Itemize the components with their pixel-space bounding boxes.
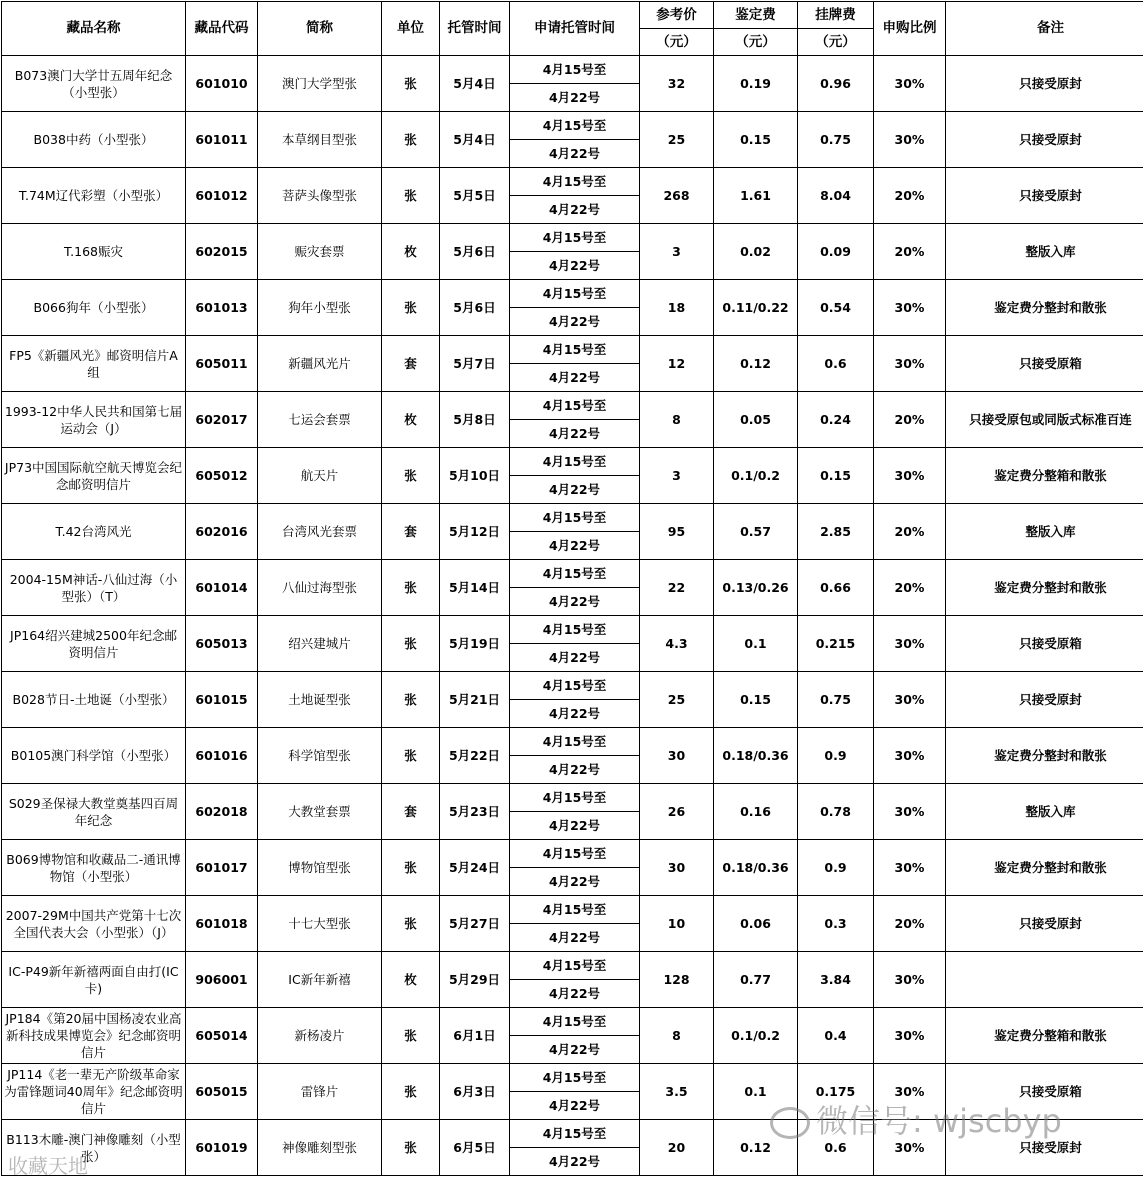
cell-appraisal-fee: 0.1/0.2 <box>714 448 798 504</box>
table-row <box>2 1120 1143 1176</box>
cell-custody-time: 5月4日 <box>440 56 510 112</box>
cell-code: 605015 <box>186 1064 258 1120</box>
cell-apply-time <box>510 1008 640 1064</box>
cell-appraisal-fee: 0.77 <box>714 952 798 1008</box>
header-ref-price: 参考价 <box>640 2 714 29</box>
cell-name: JP164绍兴建城2500年纪念邮资明信片 <box>2 616 186 672</box>
cell-listing-fee: 0.175 <box>798 1064 874 1120</box>
apply-time-from: 4月15号至 <box>510 280 639 308</box>
apply-time-to: 4月22号 <box>548 874 601 889</box>
apply-time-from: 4月15号至 <box>510 1008 639 1036</box>
cell-code: 601011 <box>186 112 258 168</box>
cell-custody-time: 5月19日 <box>440 616 510 672</box>
cell-ratio: 30% <box>874 952 946 1008</box>
cell-remark: 只接受原箱 <box>946 616 1143 672</box>
cell-apply-time <box>510 224 640 280</box>
apply-time-to: 4月22号 <box>548 314 601 329</box>
cell-ref-price: 12 <box>640 336 714 392</box>
apply-time-to: 4月22号 <box>548 1098 601 1113</box>
cell-ref-price: 30 <box>640 840 714 896</box>
cell-listing-fee: 0.15 <box>798 448 874 504</box>
cell-appraisal-fee: 0.15 <box>714 672 798 728</box>
cell-listing-fee: 0.24 <box>798 392 874 448</box>
cell-unit: 枚 <box>382 224 440 280</box>
cell-unit: 枚 <box>382 392 440 448</box>
cell-apply-time <box>510 560 640 616</box>
cell-short: 赈灾套票 <box>258 224 382 280</box>
cell-short: 航天片 <box>258 448 382 504</box>
cell-short: 新杨凌片 <box>258 1008 382 1064</box>
corner-watermark: 收藏天地 <box>8 1154 88 1178</box>
cell-name: B113木雕-澳门神像雕刻（小型张） <box>2 1120 186 1176</box>
cell-ref-price: 128 <box>640 952 714 1008</box>
cell-code: 605014 <box>186 1008 258 1064</box>
cell-apply-time <box>510 672 640 728</box>
apply-time-to: 4月22号 <box>548 258 601 273</box>
cell-apply-time <box>510 952 640 1008</box>
cell-appraisal-fee: 0.05 <box>714 392 798 448</box>
cell-remark: 鉴定费分整封和散张 <box>946 728 1143 784</box>
cell-remark: 只接受原封 <box>946 112 1143 168</box>
cell-name: S029圣保禄大教堂奠基四百周年纪念 <box>2 784 186 840</box>
table-row <box>2 112 1143 168</box>
cell-ref-price: 25 <box>640 112 714 168</box>
cell-listing-fee: 0.6 <box>798 336 874 392</box>
apply-time-to: 4月22号 <box>548 146 601 161</box>
cell-custody-time: 5月14日 <box>440 560 510 616</box>
cell-ref-price: 20 <box>640 1120 714 1176</box>
cell-ratio: 30% <box>874 336 946 392</box>
cell-appraisal-fee: 1.61 <box>714 168 798 224</box>
cell-custody-time: 5月27日 <box>440 896 510 952</box>
cell-custody-time: 6月3日 <box>440 1064 510 1120</box>
cell-custody-time: 5月24日 <box>440 840 510 896</box>
cell-listing-fee: 3.84 <box>798 952 874 1008</box>
cell-ratio: 20% <box>874 560 946 616</box>
cell-remark: 鉴定费分整封和散张 <box>946 840 1143 896</box>
header-listing-fee-unit: （元） <box>798 29 874 56</box>
cell-unit: 张 <box>382 56 440 112</box>
apply-time-from: 4月15号至 <box>510 224 639 252</box>
apply-time-to: 4月22号 <box>548 90 601 105</box>
header-ref-price-unit: （元） <box>640 29 714 56</box>
cell-ref-price: 32 <box>640 56 714 112</box>
cell-appraisal-fee: 0.18/0.36 <box>714 728 798 784</box>
table-row <box>2 840 1143 896</box>
table-body <box>2 56 1143 1176</box>
cell-listing-fee: 0.96 <box>798 56 874 112</box>
header-remark: 备注 <box>946 2 1143 56</box>
apply-time-from: 4月15号至 <box>510 504 639 532</box>
cell-listing-fee: 0.75 <box>798 672 874 728</box>
cell-ratio: 30% <box>874 448 946 504</box>
cell-name: JP114《老一辈无产阶级革命家为雷锋题词40周年》纪念邮资明信片 <box>2 1064 186 1120</box>
cell-appraisal-fee: 0.12 <box>714 336 798 392</box>
cell-code: 601019 <box>186 1120 258 1176</box>
cell-ratio: 30% <box>874 672 946 728</box>
cell-apply-time <box>510 504 640 560</box>
cell-short: 菩萨头像型张 <box>258 168 382 224</box>
cell-name: FP5《新疆风光》邮资明信片A组 <box>2 336 186 392</box>
header-appraisal-fee: 鉴定费 <box>714 2 798 29</box>
cell-unit: 套 <box>382 336 440 392</box>
cell-ref-price: 3 <box>640 448 714 504</box>
cell-remark: 只接受原封 <box>946 168 1143 224</box>
table-row <box>2 168 1143 224</box>
cell-listing-fee: 0.9 <box>798 840 874 896</box>
cell-short: 大教堂套票 <box>258 784 382 840</box>
table-row <box>2 896 1143 952</box>
cell-code: 601010 <box>186 56 258 112</box>
cell-apply-time <box>510 728 640 784</box>
apply-time-from: 4月15号至 <box>510 728 639 756</box>
apply-time-to: 4月22号 <box>548 706 601 721</box>
cell-short: 狗年小型张 <box>258 280 382 336</box>
table-row <box>2 448 1143 504</box>
cell-unit: 套 <box>382 784 440 840</box>
cell-short: 绍兴建城片 <box>258 616 382 672</box>
apply-time-to: 4月22号 <box>548 202 601 217</box>
cell-name: B073澳门大学廿五周年纪念（小型张） <box>2 56 186 112</box>
cell-apply-time <box>510 112 640 168</box>
cell-name: B069博物馆和收藏品二-通讯博物馆（小型张） <box>2 840 186 896</box>
cell-unit: 张 <box>382 672 440 728</box>
table-row <box>2 952 1143 1008</box>
cell-unit: 张 <box>382 840 440 896</box>
cell-remark: 只接受原封 <box>946 672 1143 728</box>
apply-time-to: 4月22号 <box>548 1154 601 1169</box>
cell-ref-price: 3.5 <box>640 1064 714 1120</box>
cell-remark: 只接受原封 <box>946 56 1143 112</box>
cell-custody-time: 5月6日 <box>440 224 510 280</box>
cell-code: 601016 <box>186 728 258 784</box>
header-apply-time: 申请托管时间 <box>510 2 640 56</box>
cell-name: T.42台湾风光 <box>2 504 186 560</box>
cell-code: 906001 <box>186 952 258 1008</box>
apply-time-from: 4月15号至 <box>510 336 639 364</box>
cell-appraisal-fee: 0.13/0.26 <box>714 560 798 616</box>
cell-short: 博物馆型张 <box>258 840 382 896</box>
apply-time-to: 4月22号 <box>548 650 601 665</box>
cell-code: 605013 <box>186 616 258 672</box>
cell-listing-fee: 2.85 <box>798 504 874 560</box>
cell-name: T.74M辽代彩塑（小型张） <box>2 168 186 224</box>
cell-appraisal-fee: 0.57 <box>714 504 798 560</box>
cell-remark: 只接受原封 <box>946 1120 1143 1176</box>
cell-unit: 张 <box>382 112 440 168</box>
apply-time-from: 4月15号至 <box>510 560 639 588</box>
cell-apply-time <box>510 448 640 504</box>
cell-custody-time: 6月5日 <box>440 1120 510 1176</box>
cell-custody-time: 5月5日 <box>440 168 510 224</box>
cell-remark: 只接受原箱 <box>946 336 1143 392</box>
cell-short: 雷锋片 <box>258 1064 382 1120</box>
cell-apply-time <box>510 280 640 336</box>
cell-name: 1993-12中华人民共和国第七届运动会（J） <box>2 392 186 448</box>
apply-time-from: 4月15号至 <box>510 56 639 84</box>
cell-remark: 整版入库 <box>946 224 1143 280</box>
cell-ratio: 30% <box>874 1120 946 1176</box>
apply-time-to: 4月22号 <box>548 930 601 945</box>
cell-apply-time <box>510 392 640 448</box>
cell-custody-time: 5月12日 <box>440 504 510 560</box>
cell-custody-time: 5月29日 <box>440 952 510 1008</box>
cell-unit: 张 <box>382 280 440 336</box>
cell-ref-price: 18 <box>640 280 714 336</box>
cell-name: 2007-29M中国共产党第十七次全国代表大会（小型张）（J） <box>2 896 186 952</box>
cell-short: 澳门大学型张 <box>258 56 382 112</box>
cell-ratio: 30% <box>874 840 946 896</box>
table-row <box>2 784 1143 840</box>
apply-time-from: 4月15号至 <box>510 896 639 924</box>
header-ratio: 申购比例 <box>874 2 946 56</box>
cell-custody-time: 5月4日 <box>440 112 510 168</box>
cell-remark: 只接受原包或同版式标准百连 <box>946 392 1143 448</box>
cell-unit: 枚 <box>382 952 440 1008</box>
cell-unit: 张 <box>382 1008 440 1064</box>
cell-appraisal-fee: 0.15 <box>714 112 798 168</box>
cell-ref-price: 10 <box>640 896 714 952</box>
cell-ratio: 30% <box>874 616 946 672</box>
cell-ratio: 20% <box>874 896 946 952</box>
cell-apply-time <box>510 168 640 224</box>
cell-remark: 鉴定费分整封和散张 <box>946 280 1143 336</box>
cell-remark: 只接受原箱 <box>946 1064 1143 1120</box>
table-row <box>2 616 1143 672</box>
cell-appraisal-fee: 0.1/0.2 <box>714 1008 798 1064</box>
cell-listing-fee: 0.9 <box>798 728 874 784</box>
cell-ref-price: 3 <box>640 224 714 280</box>
cell-code: 602015 <box>186 224 258 280</box>
cell-remark <box>946 952 1143 1008</box>
apply-time-from: 4月15号至 <box>510 952 639 980</box>
cell-custody-time: 5月7日 <box>440 336 510 392</box>
cell-short: 新疆风光片 <box>258 336 382 392</box>
cell-appraisal-fee: 0.02 <box>714 224 798 280</box>
cell-short: 七运会套票 <box>258 392 382 448</box>
cell-unit: 张 <box>382 616 440 672</box>
cell-listing-fee: 8.04 <box>798 168 874 224</box>
cell-custody-time: 5月6日 <box>440 280 510 336</box>
apply-time-from: 4月15号至 <box>510 672 639 700</box>
cell-short: IC新年新禧 <box>258 952 382 1008</box>
cell-unit: 张 <box>382 896 440 952</box>
cell-unit: 张 <box>382 728 440 784</box>
cell-custody-time: 5月10日 <box>440 448 510 504</box>
table-row <box>2 728 1143 784</box>
apply-time-to: 4月22号 <box>548 762 601 777</box>
cell-ref-price: 26 <box>640 784 714 840</box>
cell-short: 八仙过海型张 <box>258 560 382 616</box>
cell-code: 605012 <box>186 448 258 504</box>
cell-apply-time <box>510 56 640 112</box>
cell-ref-price: 25 <box>640 672 714 728</box>
cell-remark: 鉴定费分整箱和散张 <box>946 1008 1143 1064</box>
cell-appraisal-fee: 0.11/0.22 <box>714 280 798 336</box>
cell-custody-time: 6月1日 <box>440 1008 510 1064</box>
apply-time-to: 4月22号 <box>548 426 601 441</box>
cell-appraisal-fee: 0.19 <box>714 56 798 112</box>
cell-name: T.168赈灾 <box>2 224 186 280</box>
cell-name: IC-P49新年新禧两面自由打(IC卡) <box>2 952 186 1008</box>
cell-ref-price: 95 <box>640 504 714 560</box>
table-row <box>2 392 1143 448</box>
cell-remark: 鉴定费分整封和散张 <box>946 560 1143 616</box>
cell-appraisal-fee: 0.16 <box>714 784 798 840</box>
cell-ratio: 30% <box>874 728 946 784</box>
table-row <box>2 1064 1143 1120</box>
cell-listing-fee: 0.215 <box>798 616 874 672</box>
cell-short: 台湾风光套票 <box>258 504 382 560</box>
apply-time-from: 4月15号至 <box>510 840 639 868</box>
cell-short: 科学馆型张 <box>258 728 382 784</box>
cell-ratio: 30% <box>874 112 946 168</box>
cell-code: 602017 <box>186 392 258 448</box>
table-row <box>2 560 1143 616</box>
header-listing-fee: 挂牌费 <box>798 2 874 29</box>
cell-short: 土地诞型张 <box>258 672 382 728</box>
apply-time-to: 4月22号 <box>548 482 601 497</box>
cell-listing-fee: 0.09 <box>798 224 874 280</box>
cell-appraisal-fee: 0.1 <box>714 616 798 672</box>
cell-custody-time: 5月8日 <box>440 392 510 448</box>
cell-listing-fee: 0.6 <box>798 1120 874 1176</box>
table-row <box>2 224 1143 280</box>
cell-code: 601014 <box>186 560 258 616</box>
table-row <box>2 672 1143 728</box>
header-unit: 单位 <box>382 2 440 56</box>
table-row <box>2 504 1143 560</box>
apply-time-to: 4月22号 <box>548 1042 601 1057</box>
apply-time-to: 4月22号 <box>548 370 601 385</box>
table-row <box>2 1008 1143 1064</box>
cell-ratio: 30% <box>874 1008 946 1064</box>
cell-apply-time <box>510 784 640 840</box>
apply-time-from: 4月15号至 <box>510 1064 639 1092</box>
cell-code: 601017 <box>186 840 258 896</box>
cell-ref-price: 30 <box>640 728 714 784</box>
cell-ref-price: 8 <box>640 1008 714 1064</box>
cell-code: 602018 <box>186 784 258 840</box>
cell-ratio: 20% <box>874 504 946 560</box>
header-appraisal-fee-unit: （元） <box>714 29 798 56</box>
cell-short: 本草纲目型张 <box>258 112 382 168</box>
cell-listing-fee: 0.66 <box>798 560 874 616</box>
cell-listing-fee: 0.78 <box>798 784 874 840</box>
wechat-watermark-text: 微信号: wjscbyp <box>816 1102 1062 1140</box>
cell-apply-time <box>510 336 640 392</box>
apply-time-to: 4月22号 <box>548 538 601 553</box>
cell-unit: 张 <box>382 1120 440 1176</box>
cell-custody-time: 5月21日 <box>440 672 510 728</box>
cell-custody-time: 5月22日 <box>440 728 510 784</box>
cell-remark: 鉴定费分整箱和散张 <box>946 448 1143 504</box>
cell-name: B038中药（小型张） <box>2 112 186 168</box>
cell-ratio: 20% <box>874 392 946 448</box>
apply-time-to: 4月22号 <box>548 986 601 1001</box>
cell-appraisal-fee: 0.1 <box>714 1064 798 1120</box>
apply-time-from: 4月15号至 <box>510 616 639 644</box>
cell-listing-fee: 0.3 <box>798 896 874 952</box>
apply-time-to: 4月22号 <box>548 594 601 609</box>
cell-ref-price: 268 <box>640 168 714 224</box>
cell-code: 601013 <box>186 280 258 336</box>
cell-apply-time <box>510 616 640 672</box>
cell-listing-fee: 0.75 <box>798 112 874 168</box>
cell-name: JP73中国国际航空航天博览会纪念邮资明信片 <box>2 448 186 504</box>
cell-appraisal-fee: 0.06 <box>714 896 798 952</box>
apply-time-from: 4月15号至 <box>510 392 639 420</box>
cell-ratio: 30% <box>874 1064 946 1120</box>
cell-name: B0105澳门科学馆（小型张） <box>2 728 186 784</box>
cell-ratio: 30% <box>874 56 946 112</box>
header-row <box>2 2 1143 29</box>
cell-apply-time <box>510 1120 640 1176</box>
cell-ratio: 30% <box>874 784 946 840</box>
cell-unit: 张 <box>382 1064 440 1120</box>
apply-time-from: 4月15号至 <box>510 784 639 812</box>
cell-custody-time: 5月23日 <box>440 784 510 840</box>
cell-name: JP184《第20届中国杨凌农业高新科技成果博览会》纪念邮资明信片 <box>2 1008 186 1064</box>
cell-listing-fee: 0.4 <box>798 1008 874 1064</box>
cell-listing-fee: 0.54 <box>798 280 874 336</box>
apply-time-from: 4月15号至 <box>510 448 639 476</box>
cell-remark: 整版入库 <box>946 504 1143 560</box>
cell-unit: 张 <box>382 168 440 224</box>
custody-table <box>1 1 1143 1176</box>
cell-name: 2004-15M神话-八仙过海（小型张）（T） <box>2 560 186 616</box>
cell-remark: 只接受原封 <box>946 896 1143 952</box>
cell-appraisal-fee: 0.18/0.36 <box>714 840 798 896</box>
cell-remark: 整版入库 <box>946 784 1143 840</box>
header-code: 藏品代码 <box>186 2 258 56</box>
cell-apply-time <box>510 1064 640 1120</box>
table-row <box>2 56 1143 112</box>
header-custody-time: 托管时间 <box>440 2 510 56</box>
header-short: 简称 <box>258 2 382 56</box>
cell-ref-price: 4.3 <box>640 616 714 672</box>
cell-ref-price: 22 <box>640 560 714 616</box>
cell-code: 605011 <box>186 336 258 392</box>
cell-code: 602016 <box>186 504 258 560</box>
cell-short: 十七大型张 <box>258 896 382 952</box>
cell-ratio: 20% <box>874 168 946 224</box>
apply-time-from: 4月15号至 <box>510 168 639 196</box>
table-row <box>2 280 1143 336</box>
cell-ratio: 20% <box>874 224 946 280</box>
cell-unit: 套 <box>382 504 440 560</box>
cell-unit: 张 <box>382 560 440 616</box>
cell-apply-time <box>510 840 640 896</box>
cell-unit: 张 <box>382 448 440 504</box>
cell-code: 601015 <box>186 672 258 728</box>
cell-code: 601018 <box>186 896 258 952</box>
cell-name: B028节日-土地诞（小型张） <box>2 672 186 728</box>
apply-time-to: 4月22号 <box>548 818 601 833</box>
cell-name: B066狗年（小型张） <box>2 280 186 336</box>
cell-code: 601012 <box>186 168 258 224</box>
apply-time-from: 4月15号至 <box>510 1120 639 1148</box>
cell-short: 神像雕刻型张 <box>258 1120 382 1176</box>
cell-apply-time <box>510 896 640 952</box>
apply-time-from: 4月15号至 <box>510 112 639 140</box>
cell-ref-price: 8 <box>640 392 714 448</box>
cell-appraisal-fee: 0.12 <box>714 1120 798 1176</box>
cell-ratio: 30% <box>874 280 946 336</box>
table-row <box>2 336 1143 392</box>
header-name: 藏品名称 <box>2 2 186 56</box>
